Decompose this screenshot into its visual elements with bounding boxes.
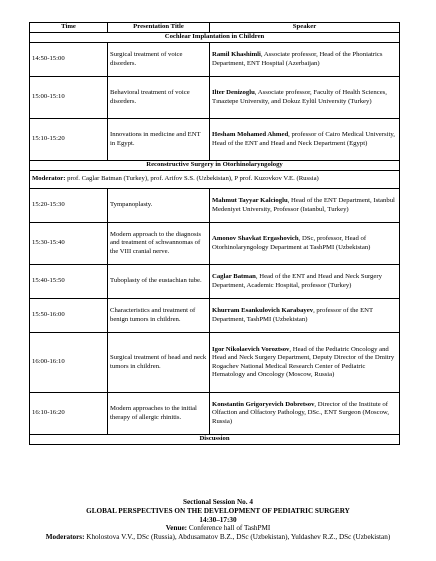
table-row	[30, 299, 400, 333]
table-row	[30, 333, 400, 393]
table-row	[30, 393, 400, 435]
title-cell: Surgical treatment of voice disorders.	[108, 43, 210, 77]
speaker-name: Ilter Denizoglu	[212, 89, 255, 97]
speaker-name: Ramil Khashimli	[212, 51, 261, 59]
time-cell: 16:10-16:20	[30, 393, 108, 435]
time-cell: 15:50-16:00	[30, 299, 108, 333]
table-row	[30, 43, 400, 77]
header-time: Time	[30, 23, 108, 33]
time-cell: 15:00-15:10	[30, 77, 108, 119]
time-cell: 15:10-15:20	[30, 119, 108, 161]
speaker-info: , Associate professor, Faculty of Health Sciences, Tınaztepe University, and Dokuz Eylül University (Turkey)	[212, 89, 387, 105]
session-moderators	[0, 533, 436, 542]
speaker-info: , Head of the ENT Department, Istanbul Medeniyet University, Professor (Istanbul, Turkey)	[212, 197, 395, 213]
session-venue	[0, 524, 436, 533]
speaker-info: , professor of Cairo Medical University, Head of the ENT and Head and Neck Department (Egypt)	[212, 131, 395, 147]
speaker-cell	[210, 119, 400, 161]
program-table	[29, 22, 400, 445]
moderator-label: Moderator:	[32, 175, 66, 183]
table-header-row	[30, 23, 400, 33]
speaker-info: , Head of the Pediatric Oncology and Head and Neck Surgery Department, Deputy Director of the Dmitry Rogachev National Medical Research Center of Pediatric Hematology and Oncology (Moscow, Russia)	[212, 345, 395, 378]
title-cell: Tympanoplasty.	[108, 189, 210, 223]
speaker-cell	[210, 43, 400, 77]
speaker-info: , Head of the ENT and Head and Neck Surgery Department, Academic Hospital, professor (Turkey)	[212, 273, 382, 289]
table-row	[30, 77, 400, 119]
header-title: Presentation Title	[108, 23, 210, 33]
discussion-row	[30, 435, 400, 445]
session-title: GLOBAL PERSPECTIVES ON THE DEVELOPMENT OF PEDIATRIC SURGERY	[86, 506, 350, 515]
time-cell: 14:50-15:00	[30, 43, 108, 77]
discussion-label: Discussion	[30, 435, 400, 445]
time-cell: 15:30-15:40	[30, 223, 108, 265]
speaker-cell	[210, 393, 400, 435]
speaker-cell	[210, 333, 400, 393]
session-block	[0, 498, 436, 542]
table-row	[30, 265, 400, 299]
title-cell: Modern approaches to the initial therapy of allergic rhinitis.	[108, 393, 210, 435]
title-cell: Tuboplasty of the eustachian tube.	[108, 265, 210, 299]
speaker-info: , Associate professor, Head of the Phoniatrics Department, ENT Hospital (Azerbaijan)	[212, 51, 383, 67]
speaker-name: Amonov Shavkat Ergashovich	[212, 235, 299, 243]
speaker-info: , professor of the ENT Department, TashPMI (Uzbekistan)	[212, 307, 373, 323]
moderators-text: Kholostova V.V., DSc (Russia), Abdusamatov B.Z., DSc (Uzbekistan), Yuldashev R.Z., DSc (Uzbekistan)	[84, 533, 391, 542]
section-row	[30, 33, 400, 43]
table-row	[30, 119, 400, 161]
moderator-text: prof. Caglar Batman (Turkey), prof. Arifov S.S. (Uzbekistan), P prof. Kuzovkov V.E. (Russia)	[65, 175, 319, 183]
table-row	[30, 189, 400, 223]
speaker-name: Hesham Mohamed Ahmed	[212, 131, 289, 139]
title-cell: Surgical treatment of head and neck tumors in children.	[108, 333, 210, 393]
section-title-cochlear: Cochlear Implantation in Children	[30, 33, 400, 43]
title-cell: Modern approach to the diagnosis and treatment of schwannomas of the VIII cranial nerve.	[108, 223, 210, 265]
time-cell: 16:00-16:10	[30, 333, 108, 393]
table-row	[30, 223, 400, 265]
section-title-reconstructive: Reconstructive Surgery in Otorhinolaryngology	[30, 161, 400, 171]
speaker-cell	[210, 77, 400, 119]
session-number: Sectional Session No. 4	[183, 498, 253, 506]
title-cell: Behavioral treatment of voice disorders.	[108, 77, 210, 119]
section-row	[30, 161, 400, 171]
venue-label: Venue:	[165, 524, 188, 533]
venue-text: Conference hall of TashPMI	[187, 524, 271, 533]
time-cell: 15:20-15:30	[30, 189, 108, 223]
speaker-name: Mahmut Tayyar Kalcioglu	[212, 197, 288, 205]
header-speaker: Speaker	[210, 23, 400, 33]
speaker-cell	[210, 189, 400, 223]
speaker-name: Caglar Batman	[212, 273, 256, 281]
speaker-info: , Director of the Institute of Olfaction and Olfactory Pathology, DSc., ENT Surgeon (Moscow, Russia)	[212, 401, 390, 425]
speaker-cell	[210, 265, 400, 299]
speaker-cell	[210, 223, 400, 265]
speaker-name: Khurram Esankulovich Karabayev	[212, 307, 314, 315]
title-cell: Innovations in medicine and ENT in Egypt.	[108, 119, 210, 161]
speaker-name: Igor Nikolaevich Voroztsov	[212, 345, 290, 353]
moderator-cell	[30, 171, 400, 189]
speaker-name: Konstantin Grigoryevich Dobretsov	[212, 401, 315, 409]
time-cell: 15:40-15:50	[30, 265, 108, 299]
speaker-cell	[210, 299, 400, 333]
moderators-label: Moderators:	[45, 533, 85, 542]
session-time: 14:30–17:30	[199, 515, 237, 524]
moderator-row	[30, 171, 400, 189]
title-cell: Characteristics and treatment of benign tumors in children.	[108, 299, 210, 333]
speaker-info: , DSc, professor, Head of Otorhinolaryngology Department at TashPMI (Uzbekistan)	[212, 235, 371, 251]
